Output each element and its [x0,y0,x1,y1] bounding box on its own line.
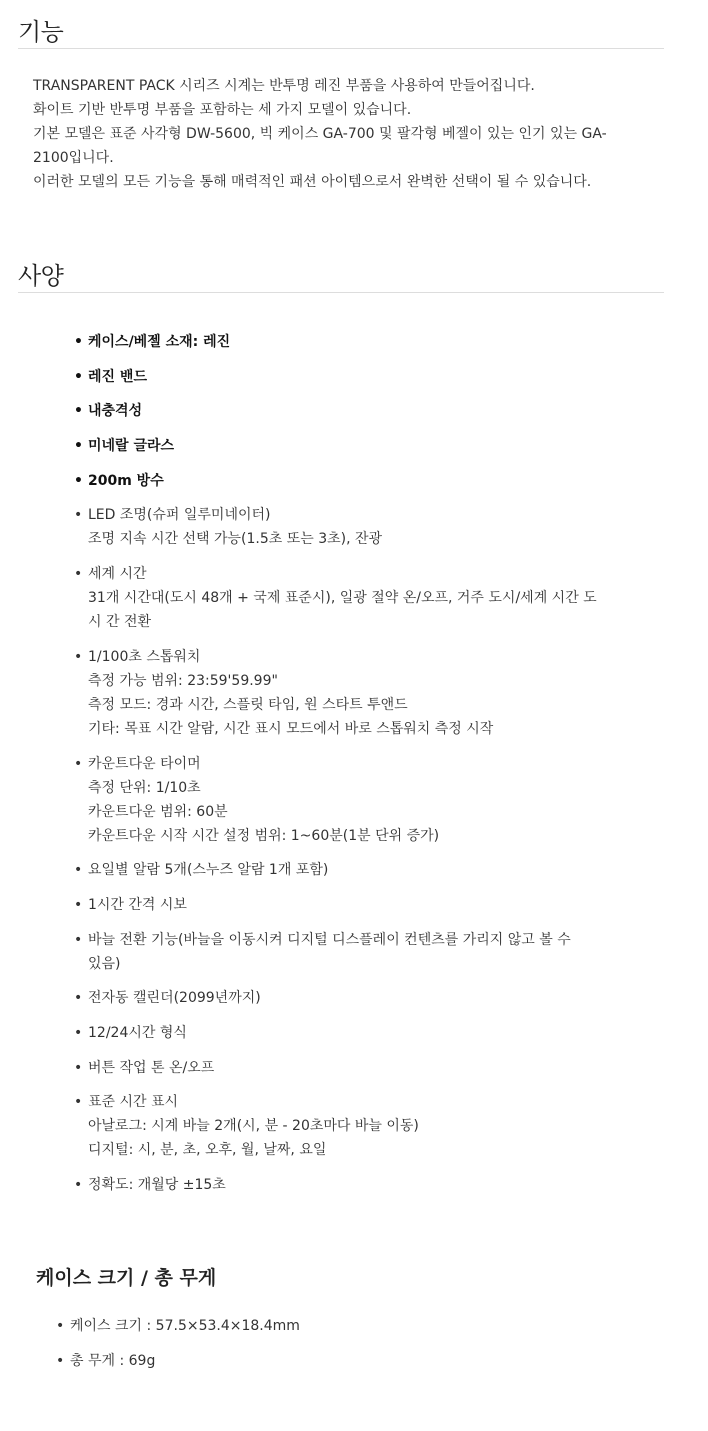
spec-item [74,858,639,882]
spec-item-title: • LED 조명(슈퍼 일루미네이터) [88,507,271,524]
spec-item-title: • 세계 시간 [88,566,147,583]
spec-item-title: • 1시간 간격 시보 [88,896,187,913]
spec-item-title: • 정확도: 개월당 ±15초 [88,1177,226,1193]
spec-item [74,365,639,389]
spec-item-title: • 미네랄 글라스 [88,438,175,455]
spec-item [74,893,639,917]
spec-item-title: • 내충격성 [88,403,143,420]
spec-item [74,562,639,634]
spec-item-title: • 바늘 전환 기능(바늘을 이동시켜 디지털 디스플레이 컨텐츠를 가리지 않고 볼 수 [88,931,571,948]
spec-item-detail: 있음) [88,955,121,972]
spec-item [74,434,639,458]
spec-item [74,1021,639,1045]
specs-title: 사양 [18,262,64,290]
spec-item-title: • 카운트다운 타이머 [88,755,201,772]
spec-item-detail: 아날로그: 시계 바늘 2개(시, 분 - 20초마다 바늘 이동) [88,1118,419,1135]
spec-item [74,399,639,423]
spec-item-detail: 디지털: 시, 분, 초, 오후, 월, 날짜, 요일 [88,1142,327,1159]
case-size-title: 케이스 크기 / 총 무게 [36,1267,217,1289]
spec-item [74,469,639,493]
spec-item [74,1090,639,1162]
spec-item-title: • 요일별 알람 5개(스누즈 알람 1개 포함) [88,862,329,879]
spec-item-title: • 케이스/베젤 소재: 레진 [88,334,231,350]
spec-item-title: • 200m 방수 [88,472,164,489]
spec-item-detail: 측정 단위: 1/10초 [88,779,201,796]
spec-item [74,986,639,1010]
case-size-list [56,1314,556,1384]
spec-item [74,330,639,354]
case-size-item: • 케이스 크기 : 57.5×53.4×18.4mm [56,1314,556,1338]
spec-item-detail: 31개 시간대(도시 48개 + 국제 표준시), 일광 절약 온/오프, 거주 도시/세계 시간 도 [88,590,597,607]
spec-item-detail: 측정 모드: 경과 시간, 스플릿 타임, 원 스타트 투앤드 [88,696,408,713]
total-weight-item: • 총 무게 : 69g [56,1349,556,1373]
spec-item-title: • 표준 시간 표시 [88,1094,179,1111]
specs-list [74,330,639,1208]
features-line: 화이트 기반 반투명 부품을 포함하는 세 가지 모델이 있습니다. [33,102,412,118]
spec-item-title: • 레진 밴드 [88,368,147,385]
features-line: TRANSPARENT PACK 시리즈 시계는 반투명 레진 부품을 사용하여 만들어집니다. [33,78,535,94]
features-line: 2100입니다. [33,150,114,166]
spec-item [74,645,639,741]
spec-item [74,752,639,848]
spec-item-detail: 카운트다운 시작 시간 설정 범위: 1~60분(1분 단위 증가) [88,827,440,844]
spec-item [74,1173,639,1197]
features-title: 기능 [18,18,64,46]
features-divider [18,48,664,49]
spec-item-detail: 시 간 전환 [88,614,151,631]
spec-item [74,1056,639,1080]
spec-item-detail: 측정 가능 범위: 23:59'59.99" [88,672,278,689]
spec-item-title: • 1/100초 스톱워치 [88,648,201,665]
spec-item [74,503,639,551]
features-line: 기본 모델은 표준 사각형 DW-5600, 빅 케이스 GA-700 및 팔각형 베젤이 있는 인기 있는 GA- [33,126,607,142]
spec-item-detail: 조명 지속 시간 선택 가능(1.5초 또는 3초), 잔광 [88,531,383,548]
specs-divider [18,292,664,293]
spec-item-title: • 전자동 캘린더(2099년까지) [88,990,261,1007]
spec-item-title: • 12/24시간 형식 [88,1024,187,1041]
features-description [33,74,653,194]
spec-item-detail: 카운트다운 범위: 60분 [88,803,228,820]
spec-item-title: • 버튼 작업 톤 온/오프 [88,1059,215,1076]
spec-item [74,928,639,976]
features-line: 이러한 모델의 모든 기능을 통해 매력적인 패션 아이템으로서 완벽한 선택이 될 수 있습니다. [33,174,592,190]
spec-item-detail: 기타: 목표 시간 알람, 시간 표시 모드에서 바로 스톱워치 측정 시작 [88,720,494,737]
